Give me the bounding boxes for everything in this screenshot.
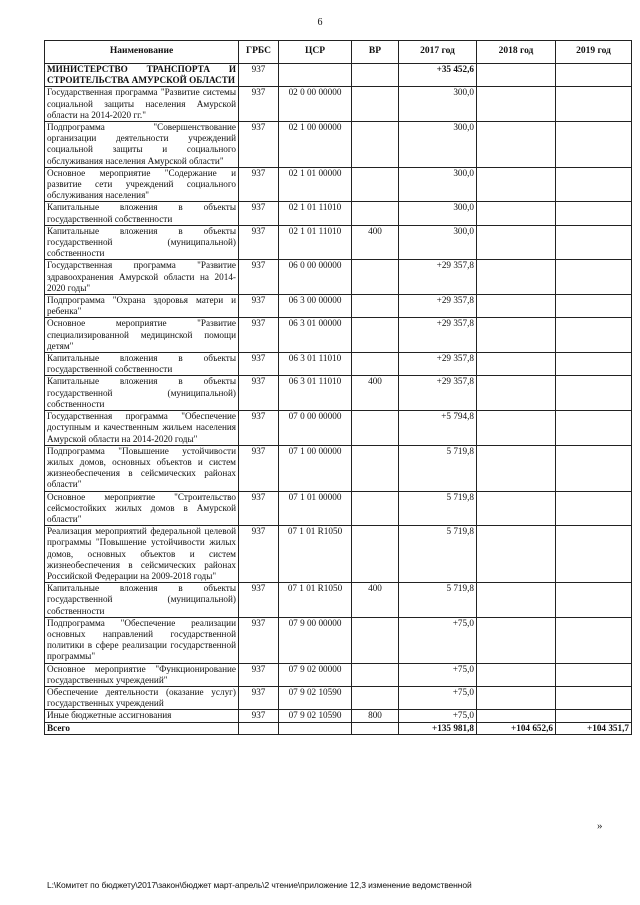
cell-grbs: 937 bbox=[239, 376, 279, 411]
cell-csr: 07 0 00 00000 bbox=[279, 411, 352, 446]
cell-name: Основное мероприятие "Содержание и развитие сети учреждений социального обслуживания населения" bbox=[45, 167, 239, 202]
table-row bbox=[45, 617, 632, 663]
cell-2019 bbox=[556, 445, 632, 491]
table-row bbox=[45, 353, 632, 376]
cell-grbs: 937 bbox=[239, 353, 279, 376]
cell-csr: 02 0 00 00000 bbox=[279, 87, 352, 122]
table-row bbox=[45, 491, 632, 526]
cell-vr: 400 bbox=[352, 225, 399, 260]
table-row bbox=[45, 663, 632, 686]
cell-name: Подпрограмма "Повышение устойчивости жилых домов, основных объектов и систем жизнеобеспечения в сейсмических районах области" bbox=[45, 445, 239, 491]
cell-2017: 300,0 bbox=[399, 122, 477, 168]
cell-2019 bbox=[556, 710, 632, 722]
cell-2017: +29 357,8 bbox=[399, 260, 477, 295]
cell-2019 bbox=[556, 583, 632, 618]
cell-2019 bbox=[556, 202, 632, 225]
table-row bbox=[45, 376, 632, 411]
cell-grbs: 937 bbox=[239, 686, 279, 709]
cell-2017: +75,0 bbox=[399, 663, 477, 686]
cell-2018: +104 652,6 bbox=[477, 722, 556, 734]
total-row bbox=[45, 722, 632, 734]
cell-2017: 5 719,8 bbox=[399, 491, 477, 526]
cell-2017: 300,0 bbox=[399, 87, 477, 122]
cell-2017: 5 719,8 bbox=[399, 583, 477, 618]
cell-grbs: 937 bbox=[239, 710, 279, 722]
cell-vr bbox=[352, 686, 399, 709]
table-row bbox=[45, 87, 632, 122]
cell-grbs: 937 bbox=[239, 445, 279, 491]
cell-vr bbox=[352, 411, 399, 446]
cell-grbs: 937 bbox=[239, 122, 279, 168]
table-row bbox=[45, 260, 632, 295]
cell-2017: +75,0 bbox=[399, 686, 477, 709]
table-row bbox=[45, 202, 632, 225]
cell-vr bbox=[352, 122, 399, 168]
cell-name: Капитальные вложения в объекты государственной собственности bbox=[45, 353, 239, 376]
cell-vr: 800 bbox=[352, 710, 399, 722]
cell-2019 bbox=[556, 686, 632, 709]
cell-2017: +29 357,8 bbox=[399, 353, 477, 376]
cell-2017: 5 719,8 bbox=[399, 445, 477, 491]
cell-2019 bbox=[556, 353, 632, 376]
cell-2019 bbox=[556, 663, 632, 686]
cell-csr: 07 9 00 00000 bbox=[279, 617, 352, 663]
cell-2018 bbox=[477, 260, 556, 295]
table-row bbox=[45, 583, 632, 618]
cell-vr bbox=[352, 353, 399, 376]
cell-2018 bbox=[477, 376, 556, 411]
cell-2017: 300,0 bbox=[399, 225, 477, 260]
cell-2019 bbox=[556, 318, 632, 353]
cell-2019 bbox=[556, 376, 632, 411]
cell-vr bbox=[352, 260, 399, 295]
cell-vr bbox=[352, 617, 399, 663]
header-2019: 2019 год bbox=[556, 41, 632, 64]
cell-vr bbox=[352, 167, 399, 202]
table-row bbox=[45, 445, 632, 491]
cell-name: Государственная программа "Обеспечение доступным и качественным жильем населения Амурской области на 2014-2020 годы" bbox=[45, 411, 239, 446]
header-csr: ЦСР bbox=[279, 41, 352, 64]
table-row bbox=[45, 686, 632, 709]
cell-grbs: 937 bbox=[239, 260, 279, 295]
cell-name: Подпрограмма "Охрана здоровья матери и ребенка" bbox=[45, 295, 239, 318]
cell-grbs: 937 bbox=[239, 167, 279, 202]
cell-csr: 02 1 00 00000 bbox=[279, 122, 352, 168]
cell-csr: 06 3 01 11010 bbox=[279, 353, 352, 376]
cell-2019: +104 351,7 bbox=[556, 722, 632, 734]
cell-name: Иные бюджетные ассигнования bbox=[45, 710, 239, 722]
cell-csr bbox=[279, 722, 352, 734]
cell-name: Капитальные вложения в объекты государственной (муниципальной) собственности bbox=[45, 225, 239, 260]
cell-2017: 300,0 bbox=[399, 202, 477, 225]
cell-name: Капитальные вложения в объекты государственной (муниципальной) собственности bbox=[45, 376, 239, 411]
cell-2018 bbox=[477, 353, 556, 376]
cell-2019 bbox=[556, 491, 632, 526]
cell-vr bbox=[352, 87, 399, 122]
ministry-row bbox=[45, 64, 632, 87]
cell-grbs: 937 bbox=[239, 295, 279, 318]
cell-2019 bbox=[556, 122, 632, 168]
cell-name: МИНИСТЕРСТВО ТРАНСПОРТА И СТРОИТЕЛЬСТВА АМУРСКОЙ ОБЛАСТИ bbox=[45, 64, 239, 87]
cell-2018 bbox=[477, 225, 556, 260]
cell-2019 bbox=[556, 87, 632, 122]
cell-2019 bbox=[556, 64, 632, 87]
cell-2018 bbox=[477, 202, 556, 225]
cell-grbs: 937 bbox=[239, 202, 279, 225]
cell-2018 bbox=[477, 64, 556, 87]
cell-grbs: 937 bbox=[239, 526, 279, 583]
cell-2018 bbox=[477, 122, 556, 168]
table-row bbox=[45, 411, 632, 446]
cell-2017: +135 981,8 bbox=[399, 722, 477, 734]
cell-name: Всего bbox=[45, 722, 239, 734]
cell-csr bbox=[279, 64, 352, 87]
cell-grbs: 937 bbox=[239, 318, 279, 353]
cell-grbs: 937 bbox=[239, 225, 279, 260]
cell-grbs: 937 bbox=[239, 663, 279, 686]
cell-vr: 400 bbox=[352, 376, 399, 411]
cell-grbs: 937 bbox=[239, 583, 279, 618]
cell-2019 bbox=[556, 295, 632, 318]
cell-csr: 02 1 01 11010 bbox=[279, 225, 352, 260]
cell-grbs: 937 bbox=[239, 617, 279, 663]
cell-csr: 07 1 01 00000 bbox=[279, 491, 352, 526]
table-row bbox=[45, 526, 632, 583]
cell-csr: 07 9 02 10590 bbox=[279, 710, 352, 722]
cell-name: Обеспечение деятельности (оказание услуг) государственных учреждений bbox=[45, 686, 239, 709]
cell-2018 bbox=[477, 491, 556, 526]
table-row bbox=[45, 295, 632, 318]
cell-grbs: 937 bbox=[239, 87, 279, 122]
cell-name: Основное мероприятие "Строительство сейсмостойких жилых домов в Амурской области" bbox=[45, 491, 239, 526]
cell-name: Капитальные вложения в объекты государственной собственности bbox=[45, 202, 239, 225]
cell-vr bbox=[352, 318, 399, 353]
cell-2017: +75,0 bbox=[399, 617, 477, 663]
cell-name: Подпрограмма "Обеспечение реализации основных направлений государственной политики в сфере реализации государственной программы" bbox=[45, 617, 239, 663]
cell-2018 bbox=[477, 411, 556, 446]
closing-quote: » bbox=[597, 820, 603, 832]
cell-grbs: 937 bbox=[239, 411, 279, 446]
table-row bbox=[45, 122, 632, 168]
footer-file-path: L:\Комитет по бюджету\2017\закон\бюджет март-апрель\2 чтение\приложение 12,3 изменение ведомственной bbox=[47, 880, 472, 890]
cell-2019 bbox=[556, 225, 632, 260]
cell-csr: 07 1 01 R1050 bbox=[279, 526, 352, 583]
cell-vr bbox=[352, 663, 399, 686]
cell-vr bbox=[352, 526, 399, 583]
cell-2017: +5 794,8 bbox=[399, 411, 477, 446]
cell-name: Государственная программа "Развитие системы социальной защиты населения Амурской области на 2014-2020 гг." bbox=[45, 87, 239, 122]
cell-2018 bbox=[477, 167, 556, 202]
cell-2017: 300,0 bbox=[399, 167, 477, 202]
cell-vr bbox=[352, 64, 399, 87]
cell-csr: 07 1 00 00000 bbox=[279, 445, 352, 491]
cell-vr bbox=[352, 202, 399, 225]
cell-2017: +29 357,8 bbox=[399, 376, 477, 411]
cell-name: Основное мероприятие "Развитие специализированной медицинской помощи детям" bbox=[45, 318, 239, 353]
cell-2019 bbox=[556, 167, 632, 202]
cell-2017: +75,0 bbox=[399, 710, 477, 722]
cell-2018 bbox=[477, 318, 556, 353]
cell-csr: 06 3 01 00000 bbox=[279, 318, 352, 353]
budget-table bbox=[44, 40, 632, 735]
cell-vr bbox=[352, 491, 399, 526]
cell-2018 bbox=[477, 87, 556, 122]
cell-csr: 06 0 00 00000 bbox=[279, 260, 352, 295]
header-2018: 2018 год bbox=[477, 41, 556, 64]
cell-2018 bbox=[477, 445, 556, 491]
cell-vr: 400 bbox=[352, 583, 399, 618]
cell-2018 bbox=[477, 526, 556, 583]
cell-2018 bbox=[477, 617, 556, 663]
cell-csr: 02 1 01 00000 bbox=[279, 167, 352, 202]
page-number: 6 bbox=[317, 17, 323, 28]
cell-2019 bbox=[556, 526, 632, 583]
cell-2018 bbox=[477, 710, 556, 722]
header-grbs: ГРБС bbox=[239, 41, 279, 64]
cell-name: Государственная программа "Развитие здравоохранения Амурской области на 2014-2020 годы" bbox=[45, 260, 239, 295]
header-vr: ВР bbox=[352, 41, 399, 64]
cell-grbs: 937 bbox=[239, 64, 279, 87]
cell-csr: 06 3 00 00000 bbox=[279, 295, 352, 318]
cell-vr bbox=[352, 722, 399, 734]
cell-2017: +35 452,6 bbox=[399, 64, 477, 87]
table-body bbox=[45, 64, 632, 735]
cell-2019 bbox=[556, 617, 632, 663]
cell-2019 bbox=[556, 411, 632, 446]
header-2017: 2017 год bbox=[399, 41, 477, 64]
cell-2018 bbox=[477, 663, 556, 686]
cell-2017: +29 357,8 bbox=[399, 318, 477, 353]
cell-2018 bbox=[477, 295, 556, 318]
cell-grbs: 937 bbox=[239, 491, 279, 526]
cell-2017: +29 357,8 bbox=[399, 295, 477, 318]
table-row bbox=[45, 225, 632, 260]
cell-2017: 5 719,8 bbox=[399, 526, 477, 583]
cell-2018 bbox=[477, 686, 556, 709]
table-row bbox=[45, 318, 632, 353]
table-row bbox=[45, 710, 632, 722]
table-header-row bbox=[45, 41, 632, 64]
table-row bbox=[45, 167, 632, 202]
cell-2018 bbox=[477, 583, 556, 618]
cell-name: Подпрограмма "Совершенствование организации деятельности учреждений социальной защиты и социального обслуживания населения Амурской области" bbox=[45, 122, 239, 168]
cell-csr: 07 9 02 00000 bbox=[279, 663, 352, 686]
cell-name: Реализация мероприятий федеральной целевой программы "Повышение устойчивости жилых домов, основных объектов и систем жизнеобеспечения в сейсмических районах Российской Федерации на 2009-2018 годы" bbox=[45, 526, 239, 583]
cell-csr: 07 9 02 10590 bbox=[279, 686, 352, 709]
cell-csr: 06 3 01 11010 bbox=[279, 376, 352, 411]
cell-2019 bbox=[556, 260, 632, 295]
cell-grbs bbox=[239, 722, 279, 734]
cell-vr bbox=[352, 295, 399, 318]
header-name: Наименование bbox=[45, 41, 239, 64]
cell-csr: 07 1 01 R1050 bbox=[279, 583, 352, 618]
cell-vr bbox=[352, 445, 399, 491]
cell-name: Капитальные вложения в объекты государственной (муниципальной) собственности bbox=[45, 583, 239, 618]
cell-csr: 02 1 01 11010 bbox=[279, 202, 352, 225]
cell-name: Основное мероприятие "Функционирование государственных учреждений" bbox=[45, 663, 239, 686]
